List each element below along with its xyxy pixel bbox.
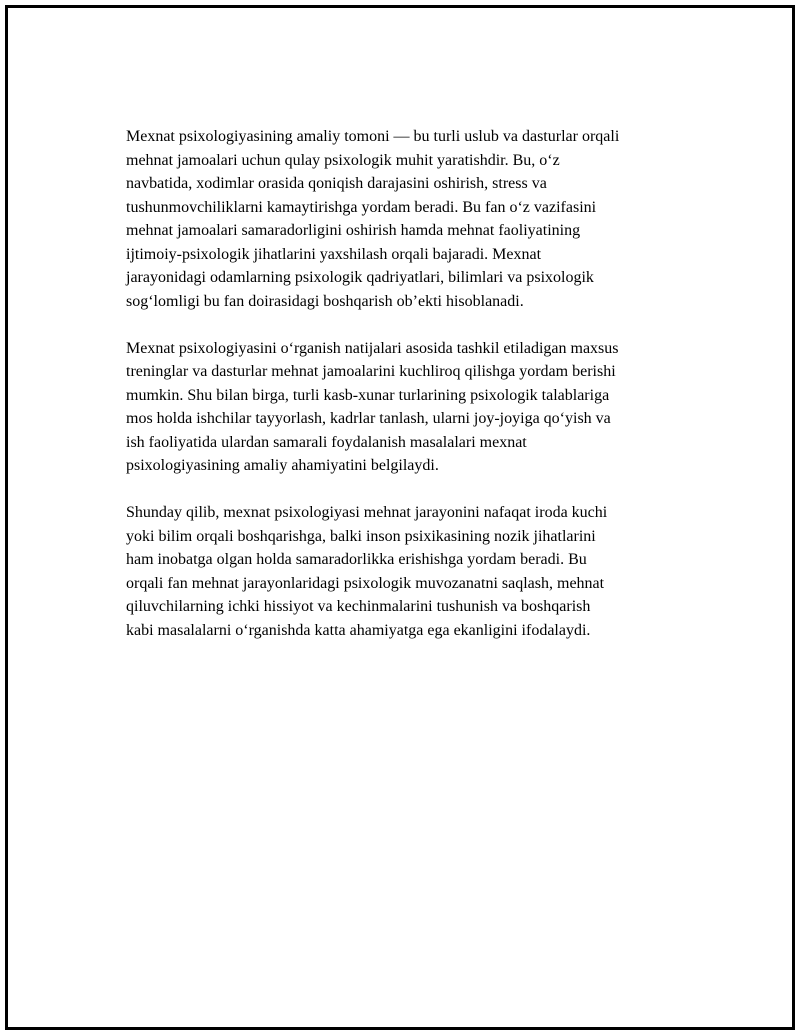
- paragraph-2: [126, 337, 698, 478]
- text-line: jarayonidagi odamlarning psixologik qadriyatlari, bilimlari va psixologik: [126, 269, 594, 286]
- text-line: orqali fan mehnat jarayonlaridagi psixologik muvozanatni saqlash, mehnat: [126, 574, 605, 592]
- text-line: qiluvchilarning ichki hissiyot va kechinmalarini tushunish va boshqarish: [126, 598, 591, 615]
- text-line: Mexnat psixologiyasini o‘rganish natijalari asosida tashkil etiladigan maxsus: [126, 339, 619, 357]
- text-line: ham inobatga olgan holda samaradorlikka erishishga yordam beradi. Bu: [126, 551, 587, 568]
- paragraph-3: [126, 501, 698, 642]
- text-line: treninglar va dasturlar mehnat jamoalarini kuchliroq qilishga yordam berishi: [126, 363, 616, 380]
- text-line: kabi masalalarni o‘rganishda katta ahamiyatga ega ekanligini ifodalaydi.: [126, 621, 591, 639]
- text-line: tushunmovchiliklarni kamaytirishga yordam beradi. Bu fan o‘z vazifasini: [126, 198, 597, 216]
- text-line: yoki bilim orqali boshqarishga, balki inson psixikasining nozik jihatlarini: [126, 527, 596, 545]
- text-line: mumkin. Shu bilan birga, turli kasb-xunar turlarining psixologik talablariga: [126, 386, 610, 404]
- paragraph-1: [126, 125, 698, 313]
- text-line: navbatida, xodimlar orasida qoniqish darajasini oshirish, stress va: [126, 175, 547, 192]
- text-line: Mexnat psixologiyasining amaliy tomoni — bu turli uslub va dasturlar orqali: [126, 128, 620, 145]
- page-frame: [5, 5, 795, 1030]
- text-line: ish faoliyatida ulardan samarali foydalanish masalalari mexnat: [126, 433, 527, 451]
- text-line: mehnat jamoalari uchun qulay psixologik muhit yaratishdir. Bu, o‘z: [126, 151, 560, 169]
- text-line: ijtimoiy-psixologik jihatlarini yaxshilash orqali bajaradi. Mexnat: [126, 245, 542, 263]
- document-body: [126, 125, 698, 666]
- text-line: mos holda ishchilar tayyorlash, kadrlar tanlash, ularni joy-joyiga qo‘yish va: [126, 410, 611, 427]
- text-line: mehnat jamoalari samaradorligini oshirish hamda mehnat faoliyatining: [126, 222, 581, 239]
- text-line: Shunday qilib, mexnat psixologiyasi mehnat jarayonini nafaqat iroda kuchi: [126, 504, 608, 521]
- text-line: psixologiyasining amaliy ahamiyatini belgilaydi.: [126, 457, 439, 474]
- text-line: sog‘lomligi bu fan doirasidagi boshqarish ob’ekti hisoblanadi.: [126, 292, 524, 310]
